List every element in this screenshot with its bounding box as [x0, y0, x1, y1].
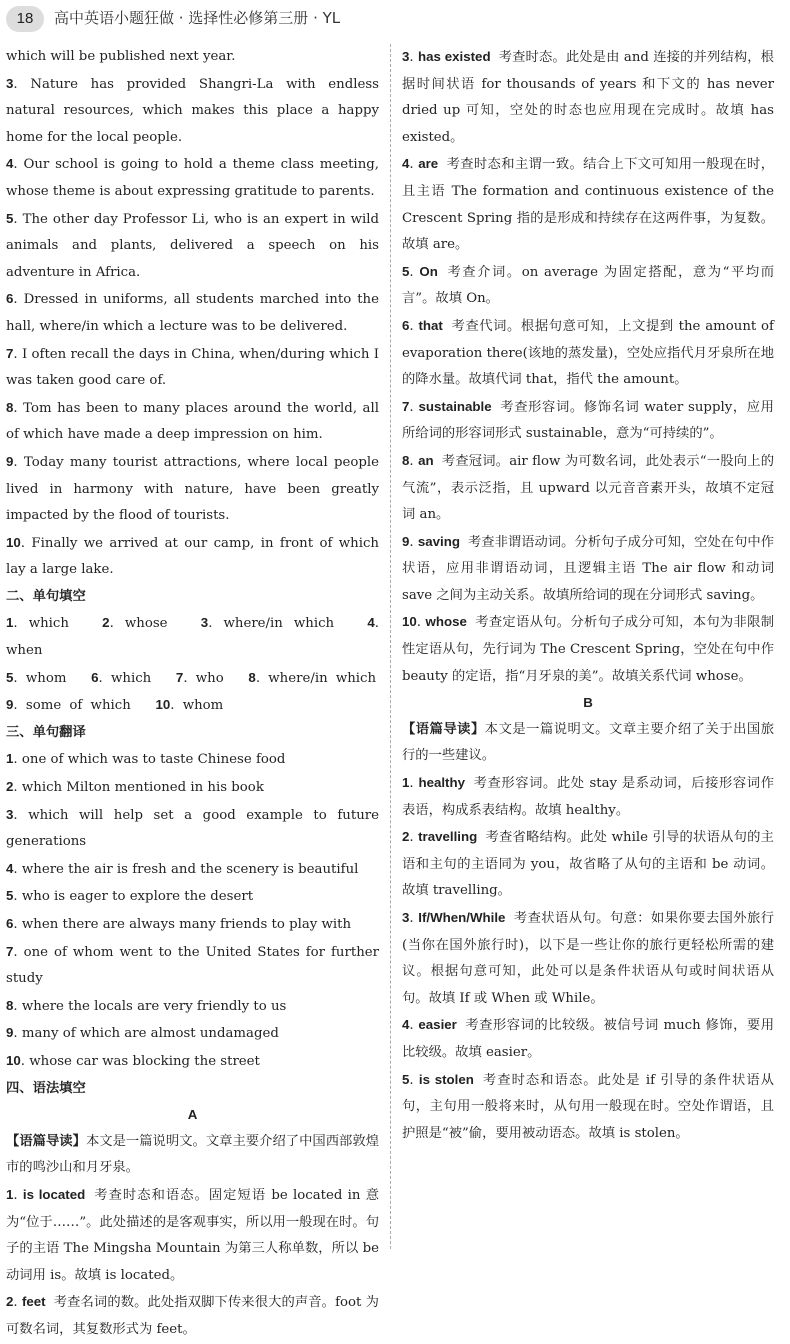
- item-number: 8: [6, 997, 14, 1013]
- item-number: 1: [6, 751, 14, 767]
- answer-item: 5. On 考查介词。on average 为固定搭配，意为“平均而言”。故填 On。: [402, 263, 774, 307]
- section-heading: 四、语法填空: [6, 1080, 86, 1096]
- answer-item: 3. If/When/While 考查状语从句。句意：如果你要去国外旅行(当你在国外旅行时)，以下是一些让你的旅行更轻松所需的建议。根据句意可知，此处可以是条件状语从句或时间状语从句。故填 If 或 When 或 While。: [402, 910, 774, 1006]
- sentence-6: 6. Dressed in uniforms, all students marched into the hall, where/in which a lecture was to be delivered.: [6, 291, 379, 334]
- answer-item: 6. that 考查代词。根据句意可知，上文提到 the amount of evaporation there(该地的蒸发量)，空处应指代月牙泉所在地的降水量。故填代词 that，指代 the amount。: [402, 317, 774, 388]
- answer-key: saving: [417, 533, 460, 549]
- answer-item: 4. easier 考查形容词的比较级。被信号词 much 修饰，要用比较级。故填 easier。: [402, 1017, 774, 1060]
- section-heading: 二、单句填空: [6, 588, 86, 604]
- item-number: 5: [402, 1071, 410, 1087]
- answer-item: 9. saving 考查非谓语动词。分析句子成分可知，空处在句中作状语，应用非谓语动词，且逻辑主语 The air flow 和动词 save 之间为主动关系。故填所给词的现在分词形式 saving。: [402, 533, 774, 603]
- text: 本文是一篇说明文。文章主要介绍了中国西部敦煌市的鸣沙山和月牙泉。: [6, 1133, 380, 1176]
- item-number: 10: [6, 534, 21, 550]
- answer-key: whose: [425, 614, 467, 630]
- item-number: 4: [367, 615, 375, 631]
- answer: whom: [182, 698, 224, 714]
- translation-item: 10. whose car was blocking the street: [6, 1052, 260, 1069]
- item-number: 5: [6, 888, 14, 904]
- sentence-8: 8. Tom has been to many places around the world, all of which have made a deep impression on him.: [6, 399, 379, 443]
- item-number: 9: [6, 453, 14, 469]
- text: Tom has been to many places around the world, all of which have made a deep impression on him.: [6, 400, 379, 443]
- sentence-9: 9. Today many tourist attractions, where local people lived in harmony with nature, have been greatly impacted by the flood of tourists.: [6, 453, 379, 524]
- answer-item: 5. is stolen 考查时态和语态。此处是 if 引导的条件状语从句，主句用一般将来时，从句用一般现在时。空处作谓语，且护照是“被”偷，要用被动语态。故填 is stolen。: [402, 1071, 774, 1141]
- answer: when: [6, 643, 43, 659]
- item-number: 3: [6, 75, 14, 91]
- answer-item: 1. healthy 考查形容词。此处 stay 是系动词，后接形容词作表语，构成系表结构。故填 healthy。: [402, 775, 774, 818]
- text: I often recall the days in China, when/during which I was taken good care of.: [6, 346, 379, 389]
- page-header: [0, 0, 790, 40]
- translation-item: 1. one of which was to taste Chinese food: [6, 751, 286, 768]
- fill-row: 5. whom 6. which 7. who 8. where/in which: [6, 669, 377, 686]
- item-number: 3: [6, 806, 14, 822]
- sentence-7: 7. I often recall the days in China, when/during which I was taken good care of.: [6, 345, 379, 389]
- item-number: 4: [6, 860, 14, 876]
- item-number: 1: [6, 1186, 14, 1202]
- sentence-3: 3. Nature has provided Shangri-La with endless natural resources, which makes this place a happy home for the local people.: [6, 75, 379, 145]
- answer-key: are: [418, 156, 439, 172]
- answer: where the air is fresh and the scenery is beautiful: [21, 861, 359, 877]
- translation-item: 5. who is eager to explore the desert: [6, 888, 254, 905]
- answer-item: 2. travelling 考查省略结构。此处 while 引导的状语从句的主语和主句的主语同为 you，故省略了从句的主语和 be 动词。故填 travelling。: [402, 829, 774, 899]
- answer-key: has existed: [418, 49, 491, 64]
- translation-item: 4. where the air is fresh and the scenery is beautiful: [6, 860, 359, 877]
- answer-key: is located: [22, 1186, 86, 1202]
- answer-key: sustainable: [418, 398, 492, 414]
- answer: who: [195, 670, 224, 686]
- answer: when there are always many friends to play with: [21, 917, 352, 932]
- translation-item: 3. which will help set a good example to future generations: [6, 806, 379, 850]
- answer: one of which was to taste Chinese food: [21, 752, 286, 768]
- text: Finally we arrived at our camp, in front of which lay a large lake.: [6, 535, 379, 578]
- explanation: 考查时态和语态。固定短语 be located in 意为“位于……”。此处描述的是客观事实，所以用一般现在时。句子的主语 The Mingsha Mountain 为第三人称单数，所以 be 动词用 is。故填 is located。: [6, 1187, 379, 1283]
- fill-row: 1. which 2. whose 3. where/in which 4. when: [6, 615, 379, 659]
- item-number: 2: [102, 615, 110, 631]
- item-number: 8: [402, 452, 410, 468]
- translation-item: 6. when there are always many friends to play with: [6, 916, 352, 932]
- explanation: 考查状语从句。句意：如果你要去国外旅行(当你在国外旅行时)，以下是一些让你的旅行更轻松所需的建议。根据句意可知，此处可以是条件状语从句或时间状语从句。故填 If 或 When 或 While。: [402, 911, 774, 1006]
- item-number: 10: [6, 1052, 21, 1068]
- answer: one of whom went to the United States for further study: [6, 944, 379, 987]
- section-heading: 三、单句翻译: [6, 724, 86, 740]
- item-number: 9: [402, 533, 410, 549]
- answer-key: healthy: [418, 775, 466, 791]
- answer: where the locals are very friendly to us: [21, 998, 287, 1014]
- explanation: 考查介词。on average 为固定搭配，意为“平均而言”。故填 On。: [402, 264, 774, 307]
- item-number: 8: [248, 669, 256, 685]
- answer-item: 2. feet 考查名词的数。此处指双脚下传来很大的声音。foot 为可数名词，其复数形式为 feet。: [6, 1294, 379, 1337]
- item-number: 6: [6, 291, 14, 307]
- passage-intro: [402, 717, 774, 770]
- item-number: 7: [6, 943, 14, 959]
- explanation: 考查形容词。此处 stay 是系动词，后接形容词作表语，构成系表结构。故填 healthy。: [402, 776, 774, 818]
- item-number: 9: [6, 697, 14, 713]
- column-divider: [390, 44, 391, 1249]
- item-number: 10: [402, 614, 417, 630]
- sentence-5: 5. The other day Professor Li, who is an expert in wild animals and plants, delivered a speech on his adventure in Africa.: [6, 210, 379, 280]
- answer-key: easier: [418, 1017, 457, 1033]
- text: which will be published next year.: [6, 49, 236, 64]
- item-number: 8: [6, 399, 14, 415]
- sentence-4: 4. Our school is going to hold a theme class meeting, whose theme is about expressing gratitude to parents.: [6, 156, 379, 199]
- translation-item: 8. where the locals are very friendly to us: [6, 997, 287, 1014]
- item-number: 3: [402, 910, 410, 925]
- explanation: 考查时态和语态。此处是 if 引导的条件状语从句，主句用一般将来时，从句用一般现在时。空处作谓语，且护照是“被”偷，要用被动语态。故填 is stolen。: [402, 1072, 774, 1141]
- translation-item: 7. one of whom went to the United States for further study: [6, 943, 379, 987]
- answer: which will help set a good example to future generations: [6, 807, 379, 850]
- answer: who is eager to explore the desert: [21, 889, 254, 905]
- answer-item: 1. is located 考查时态和语态。固定短语 be located in 意为“位于……”。此处描述的是客观事实，所以用一般现在时。句子的主语 The Mingsha Mountain 为第三人称单数，所以 be 动词用 is。故填 is located。: [6, 1186, 379, 1283]
- item-number: 2: [402, 829, 410, 845]
- item-number: 10: [155, 697, 171, 713]
- answer: where/in which: [268, 670, 377, 686]
- answer-key: If/When/While: [418, 910, 506, 925]
- answer-key: travelling: [418, 829, 478, 845]
- answer: some of which: [25, 698, 131, 714]
- right-column: [402, 44, 774, 1147]
- text: The other day Professor Li, who is an expert in wild animals and plants, delivered a speech on his adventure in Africa.: [6, 211, 379, 280]
- answer: where/in which: [223, 616, 335, 632]
- text: Dressed in uniforms, all students marched into the hall, where/in which a lecture was to be delivered.: [6, 292, 379, 334]
- answer-key: feet: [21, 1294, 46, 1310]
- answer-key: that: [418, 317, 443, 333]
- intro-tag: 【语篇导读】: [402, 721, 485, 737]
- explanation: 考查定语从句。分析句子成分可知，本句为非限制性定语从句，先行词为 The Crescent Spring，空处在句中作 beauty 的定语，指“月牙泉的美”。故填关系代词 whose。: [402, 615, 774, 684]
- paragraph: [6, 44, 379, 71]
- text: Nature has provided Shangri-La with endless natural resources, which makes this place a happy home for the local people.: [6, 76, 379, 145]
- answer: which: [111, 670, 152, 686]
- answer: which Milton mentioned in his book: [21, 780, 264, 796]
- item-number: 6: [91, 669, 99, 685]
- page-number: 18: [6, 6, 44, 32]
- answer-item: 7. sustainable 考查形容词。修饰名词 water supply，应用所给词的形容词形式 sustainable，意为“可持续的”。: [402, 398, 774, 442]
- item-number: 1: [402, 775, 410, 791]
- text: Our school is going to hold a theme class meeting, whose theme is about expressing gratitude to parents.: [6, 157, 379, 199]
- part-heading: A: [187, 1107, 198, 1123]
- item-number: 9: [6, 1025, 14, 1041]
- answer-item: 8. an 考查冠词。air flow 为可数名词，此处表示“一股向上的气流”，表示泛指，且 upward 以元音音素开头，故填不定冠词 an。: [402, 452, 774, 523]
- explanation: 考查形容词的比较级。被信号词 much 修饰，要用比较级。故填 easier。: [402, 1018, 774, 1060]
- answer-key: is stolen: [418, 1071, 474, 1087]
- left-column: [6, 44, 379, 1344]
- explanation: 考查时态。此处是由 and 连接的并列结构，根据时间状语 for thousands of years 和下文的 has never dried up 可知，空处的时态也应用现在完成时。故填 has existed。: [402, 50, 774, 145]
- answer: which: [28, 616, 69, 632]
- fill-row: 9. some of which 10. whom: [6, 697, 224, 714]
- item-number: 3: [200, 615, 209, 631]
- part-heading: B: [583, 695, 593, 711]
- item-number: 5: [6, 210, 14, 226]
- item-number: 7: [402, 398, 410, 414]
- item-number: 3: [402, 49, 410, 64]
- explanation: 考查省略结构。此处 while 引导的状语从句的主语和主句的主语同为 you，故省略了从句的主语和 be 动词。故填 travelling。: [402, 830, 774, 899]
- sentence-10: 10. Finally we arrived at our camp, in front of which lay a large lake.: [6, 534, 379, 578]
- intro-tag: 【语篇导读】: [6, 1133, 86, 1149]
- text: Today many tourist attractions, where local people lived in harmony with nature, have been greatly impacted by the flood of tourists.: [6, 454, 379, 524]
- explanation: 考查非谓语动词。分析句子成分可知，空处在句中作状语，应用非谓语动词，且逻辑主语 The air flow 和动词 save 之间为主动关系。故填所给词的现在分词形式 saving。: [402, 534, 774, 603]
- translation-item: 9. many of which are almost undamaged: [6, 1025, 279, 1042]
- answer: whose car was blocking the street: [29, 1053, 260, 1069]
- item-number: 5: [6, 669, 14, 685]
- answer-item: 3. has existed 考查时态。此处是由 and 连接的并列结构，根据时间状语 for thousands of years 和下文的 has never dried up 可知，空处的时态也应用现在完成时。故填 has existed。: [402, 49, 774, 145]
- item-number: 2: [6, 1294, 14, 1310]
- item-number: 4: [402, 156, 410, 172]
- item-number: 6: [6, 916, 14, 931]
- answer: many of which are almost undamaged: [21, 1026, 279, 1042]
- explanation: 考查名词的数。此处指双脚下传来很大的声音。foot 为可数名词，其复数形式为 feet。: [6, 1295, 379, 1337]
- header-title: 高中英语小题狂做 · 选择性必修第三册 · YL: [54, 9, 341, 27]
- answer-item: 4. are 考查时态和主谓一致。结合上下文可知用一般现在时，且主语 The formation and continuous existence of the Crescent Spring 指的是形成和持续存在这两件事，为复数。故填 are。: [402, 156, 774, 253]
- item-number: 1: [6, 615, 14, 631]
- item-number: 2: [6, 779, 14, 795]
- item-number: 5: [402, 263, 410, 279]
- answer-key: On: [419, 263, 438, 279]
- explanation: 考查冠词。air flow 为可数名词，此处表示“一股向上的气流”，表示泛指，且 upward 以元音音素开头，故填不定冠词 an。: [402, 453, 774, 523]
- item-number: 4: [402, 1017, 410, 1033]
- translation-item: 2. which Milton mentioned in his book: [6, 779, 264, 796]
- item-number: 4: [6, 156, 14, 172]
- item-number: 7: [6, 345, 14, 361]
- answer-key: an: [418, 452, 434, 468]
- answer: whom: [25, 670, 67, 686]
- answer: whose: [124, 616, 168, 632]
- explanation: 考查代词。根据句意可知，上文提到 the amount of evaporation there(该地的蒸发量)，空处应指代月牙泉所在地的降水量。故填代词 that，指代 the amount。: [402, 318, 774, 388]
- explanation: 考查时态和主谓一致。结合上下文可知用一般现在时，且主语 The formation and continuous existence of the Crescent Spring 指的是形成和持续存在这两件事，为复数。故填 are。: [402, 157, 774, 253]
- text: 本文是一篇说明文。文章主要介绍了关于出国旅行的一些建议。: [402, 721, 775, 764]
- explanation: 考查形容词。修饰名词 water supply，应用所给词的形容词形式 sustainable，意为“可持续的”。: [402, 399, 774, 442]
- item-number: 7: [175, 669, 184, 685]
- answer-item: 10. whose 考查定语从句。分析句子成分可知，本句为非限制性定语从句，先行词为 The Crescent Spring，空处在句中作 beauty 的定语，指“月牙泉的美”。故填关系代词 whose。: [402, 614, 774, 684]
- item-number: 6: [402, 317, 410, 333]
- passage-intro: [6, 1129, 379, 1182]
